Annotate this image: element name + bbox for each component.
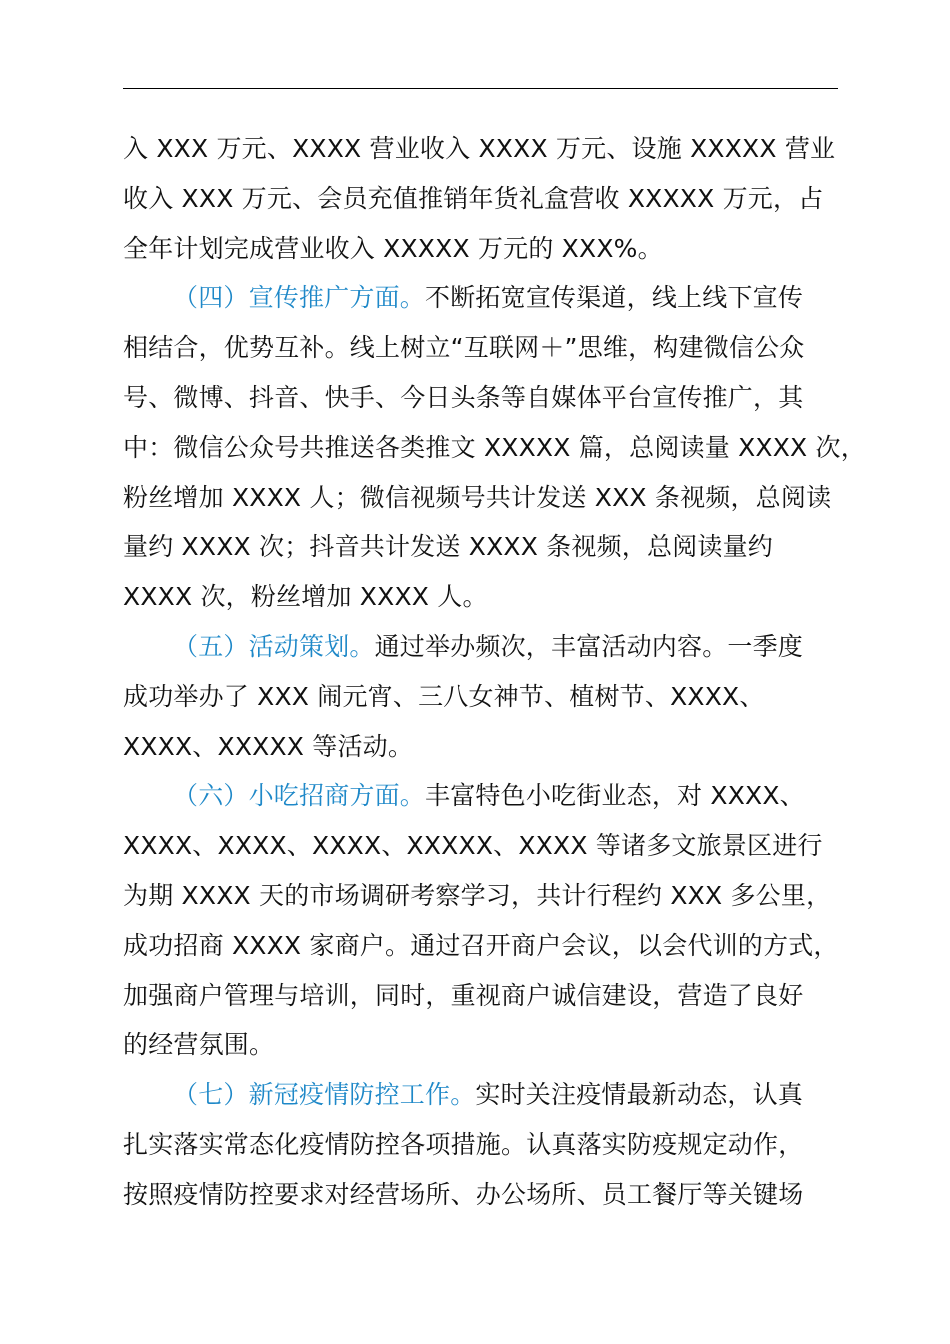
body-line: 号、微博、抖音、快手、今日头条等自媒体平台宣传推广，其	[123, 382, 804, 412]
section-heading-events: （五）活动策划。	[173, 631, 375, 661]
body-line-text: 通过举办频次，丰富活动内容。一季度	[374, 631, 804, 661]
body-line: 粉丝增加 XXXX 人；微信视频号共计发送 XXX 条视频，总阅读	[123, 482, 832, 512]
document-body	[123, 124, 866, 1220]
body-line: 成功招商 XXXX 家商户。通过召开商户会议，以会代训的方式，	[123, 930, 839, 960]
body-line: XXXX、XXXX、XXXX、XXXXX、XXXX 等诸多文旅景区进行	[123, 831, 823, 861]
body-line: XXXX、XXXXX 等活动。	[123, 731, 414, 761]
section-heading-promotion: （四）宣传推广方面。	[173, 283, 426, 313]
body-line: 扎实落实常态化疫情防控各项措施。认真落实防疫规定动作，	[123, 1129, 804, 1159]
body-line: XXXX 次，粉丝增加 XXXX 人。	[123, 582, 488, 612]
body-line: 加强商户管理与培训，同时，重视商户诚信建设，营造了良好	[123, 980, 804, 1010]
section-line-snack-merchants	[123, 771, 863, 821]
body-line-text: 丰富特色小吃街业态，对 XXXX、	[425, 781, 805, 811]
section-heading-epidemic-control: （七）新冠疫情防控工作。	[173, 1080, 476, 1110]
body-line: 入 XXX 万元、XXXX 营业收入 XXXX 万元、设施 XXXXX 营业	[123, 134, 836, 163]
body-line: 按照疫情防控要求对经营场所、办公场所、员工餐厅等关键场	[123, 1179, 804, 1209]
body-line: 的经营氛围。	[123, 1030, 275, 1060]
body-line-text: 不断拓宽宣传渠道，线上线下宣传	[425, 283, 804, 313]
body-line: 收入 XXX 万元、会员充值推销年货礼盒营收 XXXXX 万元，占	[123, 183, 824, 213]
body-line-text: 实时关注疫情最新动态，认真	[475, 1080, 804, 1110]
section-line-epidemic-control	[123, 1070, 863, 1120]
body-line: 为期 XXXX 天的市场调研考察学习，共计行程约 XXX 多公里，	[123, 880, 832, 910]
body-line: 成功举办了 XXX 闹元宵、三八女神节、植树节、XXXX、	[123, 681, 765, 711]
section-line-promotion	[123, 273, 863, 323]
section-line-events	[123, 622, 863, 672]
body-line: 全年计划完成营业收入 XXXXX 万元的 XXX%。	[123, 233, 663, 263]
body-line: 相结合，优势互补。线上树立“互联网＋”思维，构建微信公众	[123, 333, 805, 363]
section-heading-snack-merchants: （六）小吃招商方面。	[173, 781, 426, 811]
header-rule	[123, 88, 838, 89]
body-line: 量约 XXXX 次；抖音共计发送 XXXX 条视频，总阅读量约	[123, 532, 774, 562]
body-line: 中：微信公众号共推送各类推文 XXXXX 篇，总阅读量 XXXX 次，	[123, 432, 866, 462]
